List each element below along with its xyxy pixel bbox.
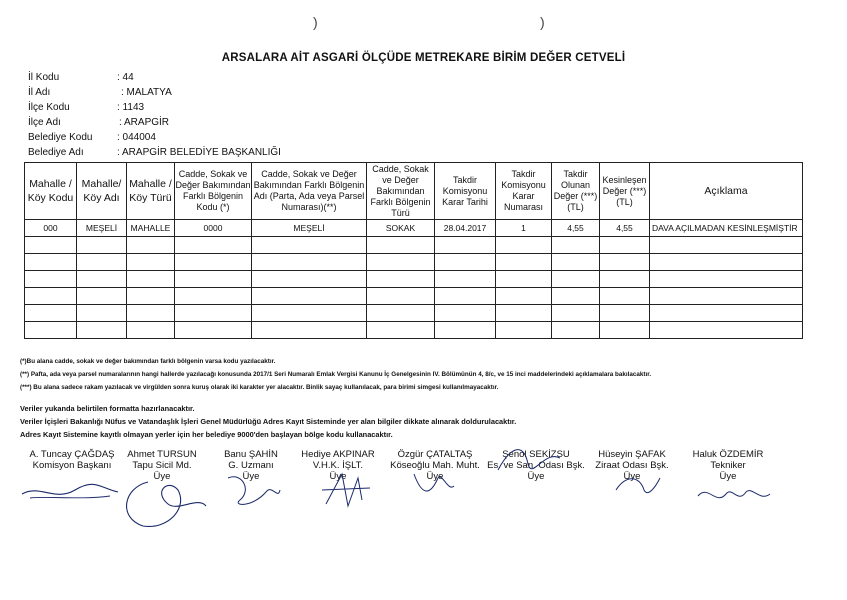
table-cell: 28.04.2017 — [435, 220, 496, 237]
table-header-row — [25, 163, 803, 220]
footnote-2: (**) Pafta, ada veya parsel numaralarının hangi hallerde yazılacağı konusunda 2017/1 Seri Numaralı Emlak Vergisi Kanunu İç Genelgesinin IV. Bölümünün 4, 8/c, ve 15 inci maddelerindeki açıklamalara bakılacaktır. — [20, 371, 652, 378]
table-cell — [367, 237, 435, 254]
signatory-name: Hediye AKPINAR — [301, 449, 375, 460]
handwritten-signature — [494, 440, 564, 485]
table-cell — [552, 237, 600, 254]
table-cell — [252, 305, 367, 322]
table-cell: 4,55 — [552, 220, 600, 237]
table-cell — [127, 305, 175, 322]
header-value-belediye-adi: : ARAPGİR BELEDİYE BAŞKANLIĞI — [117, 147, 281, 158]
footnote-3: (***) Bu alana sadece rakam yazılacak ve virgülden sonra kuruş olarak iki karakter yer alacaktır. Binlik sayaç kullanılacak, para birimi simgesi kullanılmayacaktır. — [20, 384, 499, 391]
header-label-ilce-adi: İlçe Adı — [28, 117, 61, 128]
header-label-il-adi: İl Adı — [28, 87, 51, 98]
table-cell — [127, 322, 175, 339]
table-cell — [650, 254, 803, 271]
table-cell — [77, 322, 127, 339]
signatory-role: Üye — [426, 471, 444, 482]
table-cell — [25, 271, 77, 288]
table-cell — [175, 305, 252, 322]
signatory-name: A. Tuncay ÇAĞDAŞ — [29, 449, 115, 460]
table-cell — [552, 322, 600, 339]
signatory-title: V.H.K. İŞLT. — [312, 460, 364, 471]
table-cell — [435, 322, 496, 339]
table-row — [25, 288, 803, 305]
signatory-title: Ziraat Odası Bşk. — [595, 460, 669, 471]
table-cell — [252, 322, 367, 339]
table-cell — [552, 254, 600, 271]
table-cell — [600, 271, 650, 288]
table-cell — [252, 288, 367, 305]
value-table — [24, 162, 803, 339]
document-title: ARSALARA AİT ASGARİ ÖLÇÜDE METREKARE BİRİM DEĞER CETVELİ — [221, 52, 626, 64]
scan-mark-left: ) — [313, 14, 318, 30]
signatory-name: Ahmet TURSUN — [127, 449, 197, 460]
table-cell: MAHALLE — [127, 220, 175, 237]
table-cell — [25, 322, 77, 339]
table-cell — [367, 305, 435, 322]
table-row — [25, 271, 803, 288]
table-cell — [496, 322, 552, 339]
header-value-il-adi: : MALATYA — [121, 87, 172, 98]
footnote-1: (*)Bu alana cadde, sokak ve değer bakımından farklı bölgenin varsa kodu yazılacaktır. — [20, 358, 276, 365]
table-cell — [25, 237, 77, 254]
info-line-1: Veriler yukanda belirtilen formatta hazırlanacaktır. — [20, 404, 195, 413]
table-cell — [496, 305, 552, 322]
table-cell — [175, 271, 252, 288]
table-cell — [496, 254, 552, 271]
signatory-title: Köseoğlu Mah. Muht. — [390, 460, 480, 471]
table-cell — [650, 305, 803, 322]
table-cell — [600, 254, 650, 271]
table-row — [25, 322, 803, 339]
column-header: Cadde, Sokak ve Değer Bakımından Farklı Bölgenin Türü — [367, 163, 435, 220]
handwritten-signature — [318, 470, 378, 510]
header-value-ilce-kodu: : 1143 — [117, 102, 145, 113]
table-cell: 4,55 — [600, 220, 650, 237]
table-cell — [435, 271, 496, 288]
table-cell — [435, 305, 496, 322]
table-cell — [77, 254, 127, 271]
signatory-role: Üye — [719, 471, 737, 482]
table-cell — [175, 322, 252, 339]
table-cell — [435, 254, 496, 271]
table-row — [25, 237, 803, 254]
signatory-role: Üye — [623, 471, 641, 482]
info-line-3: Adres Kayıt Sistemine kayıtlı olmayan yerler için her belediye 9000'den başlayan bölge kodu kullanacaktır. — [20, 430, 393, 439]
table-cell — [367, 271, 435, 288]
table-row — [25, 220, 803, 237]
signatory-title: Komisyon Başkanı — [32, 460, 112, 471]
header-value-belediye-kodu: : 044004 — [117, 132, 156, 143]
signatory-name: Özgür ÇATALTAŞ — [397, 449, 473, 460]
signatory-role: Üye — [527, 471, 545, 482]
table-cell — [650, 237, 803, 254]
table-cell — [600, 288, 650, 305]
table-cell — [650, 322, 803, 339]
table-cell — [600, 322, 650, 339]
info-line-2: Veriler İçişleri Bakanlığı Nüfus ve Vatandaşlık İşleri Genel Müdürlüğü Adres Kayıt Sisteminde yer alan bilgiler dikkate alınarak doldurulacaktır. — [20, 417, 517, 426]
signatory — [680, 449, 776, 482]
table-cell — [650, 271, 803, 288]
table-cell — [127, 237, 175, 254]
table-row — [25, 254, 803, 271]
column-header: Takdir Komisyonu Karar Tarihi — [435, 163, 496, 220]
table-cell — [496, 237, 552, 254]
table-cell — [127, 254, 175, 271]
signatory-role: Üye — [153, 471, 171, 482]
table-cell — [25, 305, 77, 322]
table-cell — [252, 237, 367, 254]
table-cell — [552, 271, 600, 288]
table-cell — [600, 237, 650, 254]
signatory-title: G. Uzmanı — [228, 460, 274, 471]
column-header: Mahalle / Köy Türü — [127, 163, 175, 220]
table-cell: MEŞELİ — [77, 220, 127, 237]
column-header: Cadde, Sokak ve Değer Bakımından Farklı Bölgenin Adı (Parta, Ada veya Parsel Numarası)(**) — [252, 163, 367, 220]
column-header: Cadde, Sokak ve Değer Bakımından Farklı Bölgenin Kodu (*) — [175, 163, 252, 220]
table-cell: DAVA AÇILMADAN KESİNLEŞMİŞTİR — [650, 220, 803, 237]
table-cell — [127, 288, 175, 305]
column-header: Kesinleşen Değer (***) (TL) — [600, 163, 650, 220]
header-label-belediye-adi: Belediye Adı — [28, 147, 84, 158]
table-cell: MEŞELİ — [252, 220, 367, 237]
table-cell — [496, 271, 552, 288]
table-cell — [175, 254, 252, 271]
scan-mark-right: ) — [540, 14, 545, 30]
table-cell — [25, 288, 77, 305]
table-cell — [25, 254, 77, 271]
table-cell — [252, 254, 367, 271]
signatory-role: Üye — [242, 471, 260, 482]
table-cell — [127, 271, 175, 288]
handwritten-signature — [20, 476, 120, 506]
table-cell — [367, 254, 435, 271]
table-cell — [435, 288, 496, 305]
header-label-il-kodu: İl Kodu — [28, 72, 60, 83]
handwritten-signature — [696, 480, 772, 510]
table-cell — [175, 288, 252, 305]
handwritten-signature — [408, 468, 458, 498]
table-cell — [600, 305, 650, 322]
table-row — [25, 305, 803, 322]
table-cell: 0000 — [175, 220, 252, 237]
header-label-ilce-kodu: İlçe Kodu — [28, 102, 70, 113]
signatory-role: Üye — [329, 471, 347, 482]
signatory-name: Şenol SEKİZSU — [502, 449, 570, 460]
handwritten-signature — [612, 470, 662, 500]
table-cell: 000 — [25, 220, 77, 237]
table-cell — [77, 288, 127, 305]
signatory-name: Haluk ÖZDEMİR — [692, 449, 764, 460]
table-cell — [435, 237, 496, 254]
table-cell — [77, 271, 127, 288]
header-value-ilce-adi: : ARAPGİR — [119, 117, 170, 128]
handwritten-signature — [222, 470, 282, 510]
table-cell — [175, 237, 252, 254]
header-value-il-kodu: : 44 — [117, 72, 134, 83]
table-cell — [650, 288, 803, 305]
table-cell — [367, 288, 435, 305]
column-header: Takdir Olunan Değer (***) (TL) — [552, 163, 600, 220]
column-header: Açıklama — [650, 163, 803, 220]
table-cell — [252, 271, 367, 288]
signatory — [20, 449, 124, 471]
signatory-title: Es. ve San. Odası Bşk. — [487, 460, 585, 471]
column-header: Takdir Komisyonu Karar Numarası — [496, 163, 552, 220]
table-cell: 1 — [496, 220, 552, 237]
handwritten-signature — [118, 478, 210, 530]
table-cell — [552, 305, 600, 322]
column-header: Mahalle / Köy Kodu — [25, 163, 77, 220]
table-cell — [367, 322, 435, 339]
signatory-name: Banu ŞAHİN — [224, 449, 278, 460]
signatory-title: Tekniker — [710, 460, 746, 471]
table-cell — [77, 237, 127, 254]
table-cell: SOKAK — [367, 220, 435, 237]
column-header: Mahalle/ Köy Adı — [77, 163, 127, 220]
table-cell — [552, 288, 600, 305]
table-cell — [496, 288, 552, 305]
signatory-title: Tapu Sicil Md. — [132, 460, 192, 471]
table-cell — [77, 305, 127, 322]
header-label-belediye-kodu: Belediye Kodu — [28, 132, 93, 143]
signatory-name: Hüseyin ŞAFAK — [598, 449, 666, 460]
